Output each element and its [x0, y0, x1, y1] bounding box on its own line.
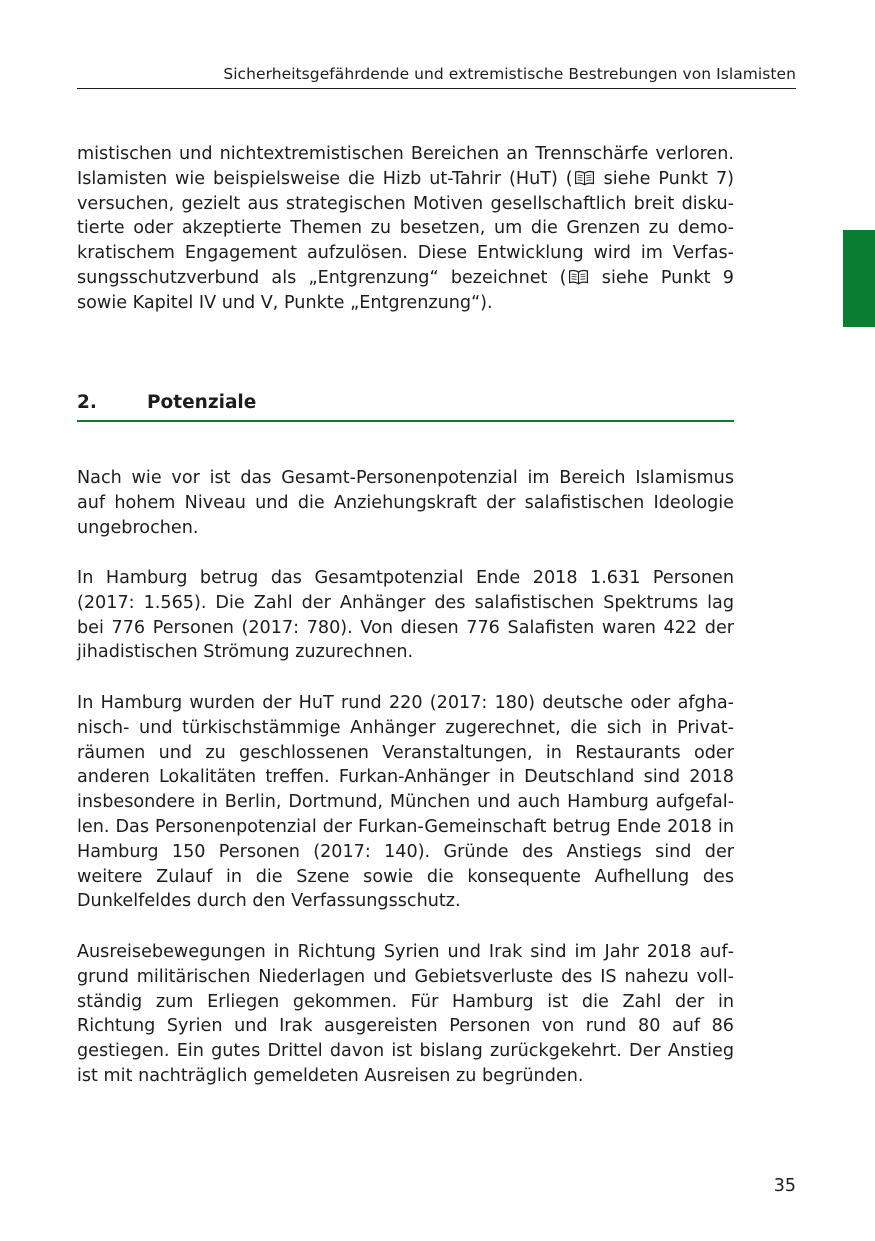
body-paragraph: Nach wie vor ist das Gesamt-Personenpotenzial im Bereich Islamismus auf hohem Niveau und die Anziehungskraft der salafistischen Ideologie ungebrochen. [77, 468, 734, 538]
intro-text-part1: mistischen und nichtextremistischen Bereichen an Trennschärfe verloren. Islamisten wie beispielsweise die Hizb ut-Tahrir (HuT) ( [77, 144, 734, 189]
intro-reference-1: siehe Punkt 7) [595, 168, 735, 189]
body-paragraph: In Hamburg wurden der HuT rund 220 (2017: 180) deutsche oder afghanisch- und türkischstämmige Anhänger zugerechnet, die sich in Privaträumen und zu geschlossenen Veranstaltungen, in Restaurants oder anderen Lokalitäten treffen. Furkan-Anhänger in Deutschland sind 2018 insbesondere in Berlin, Dortmund, München und auch Hamburg aufgefallen. Das Personenpotenzial der Furkan-Gemeinschaft betrug Ende 2018 in Hamburg 150 Personen (2017: 140). Gründe des Anstiegs sind der weitere Zulauf in die Szene sowie die konsequente Aufhellung des Dunkelfeldes durch den Verfassungsschutz. [77, 693, 734, 912]
book-icon [574, 170, 595, 186]
book-icon [568, 269, 589, 285]
intro-text-part2: versuchen, gezielt aus strategischen Motiven gesellschaftlich breit diskutierte oder akzeptierte Themen zu besetzen, um die Grenzen zu demokratischem Engagement aufzulösen. Diese Entwicklung wird im Verfassungsschutzverbund als „Entgrenzung“ bezeichnet ( [77, 193, 734, 288]
section-number: 2. [77, 392, 97, 413]
running-header: Sicherheitsgefährdende und extremistische Bestrebungen von Islamisten [223, 65, 796, 83]
section-heading [77, 390, 734, 418]
page-number: 35 [773, 1176, 796, 1196]
intro-paragraph [77, 142, 734, 316]
body-paragraph: In Hamburg betrug das Gesamtpotenzial Ende 2018 1.631 Personen (2017: 1.565). Die Zahl der Anhänger des salafistischen Spektrums lag bei 776 Personen (2017: 780). Von diesen 776 Salafisten waren 422 der jihadistischen Strömung zuzurechnen. [77, 568, 734, 663]
section-title: Potenziale [147, 392, 257, 413]
chapter-tab-marker [843, 230, 875, 327]
body-paragraph: Ausreisebewegungen in Richtung Syrien und Irak sind im Jahr 2018 aufgrund militärischen Niederlagen und Gebietsverluste des IS nahezu vollständig zum Erliegen gekommen. Für Hamburg ist die Zahl der in Richtung Syrien und Irak ausgereisten Personen von rund 80 auf 86 gestiegen. Ein gutes Drittel davon ist bislang zurückgekehrt. Der Anstieg ist mit nachträglich gemeldeten Ausreisen zu begründen. [77, 942, 734, 1086]
intro-reference-2: siehe Punkt 9 sowie Kapitel IV und V, Punkte „Entgrenzung“). [77, 267, 735, 313]
header-rule [77, 88, 796, 89]
section-rule [77, 420, 734, 422]
